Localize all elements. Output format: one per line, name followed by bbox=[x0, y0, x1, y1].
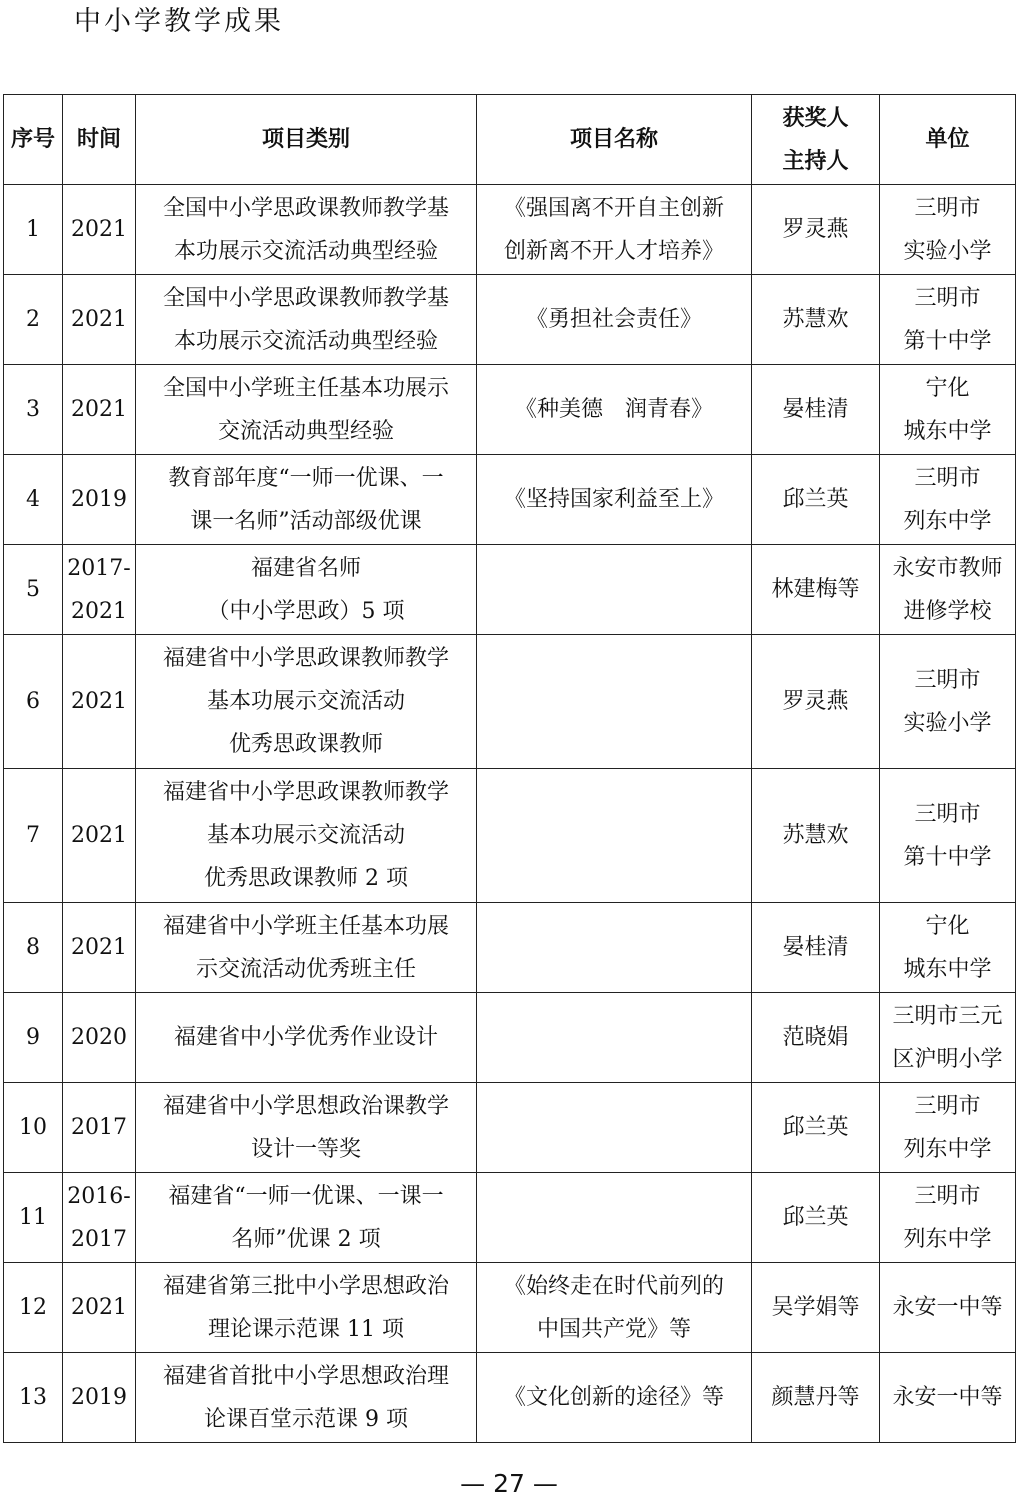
cell-name: 《勇担社会责任》 bbox=[477, 275, 752, 365]
cell-time: 2021 bbox=[63, 635, 136, 769]
header-person: 获奖人 主持人 bbox=[752, 95, 880, 185]
cell-unit: 永安市教师 进修学校 bbox=[880, 545, 1016, 635]
table-row bbox=[4, 365, 1016, 455]
cell-person: 苏慧欢 bbox=[752, 769, 880, 903]
cell-person: 邱兰英 bbox=[752, 1083, 880, 1173]
cell-name: 《文化创新的途径》等 bbox=[477, 1353, 752, 1443]
cell-no: 13 bbox=[4, 1353, 63, 1443]
cell-unit: 三明市 第十中学 bbox=[880, 275, 1016, 365]
cell-name: 《坚持国家利益至上》 bbox=[477, 455, 752, 545]
cell-time: 2021 bbox=[63, 365, 136, 455]
cell-category: 福建省“一师一优课、一课一 名师”优课 2 项 bbox=[136, 1173, 477, 1263]
cell-name bbox=[477, 769, 752, 903]
cell-unit: 三明市 实验小学 bbox=[880, 185, 1016, 275]
cell-name bbox=[477, 635, 752, 769]
header-time: 时间 bbox=[63, 95, 136, 185]
cell-no: 10 bbox=[4, 1083, 63, 1173]
cell-time: 2017 bbox=[63, 1083, 136, 1173]
table-header-row bbox=[4, 95, 1016, 185]
cell-unit: 三明市 实验小学 bbox=[880, 635, 1016, 769]
cell-name bbox=[477, 903, 752, 993]
cell-category: 全国中小学思政课教师教学基 本功展示交流活动典型经验 bbox=[136, 185, 477, 275]
cell-person: 罗灵燕 bbox=[752, 185, 880, 275]
header-name: 项目名称 bbox=[477, 95, 752, 185]
cell-category: 福建省中小学思政课教师教学 基本功展示交流活动 优秀思政课教师 bbox=[136, 635, 477, 769]
cell-category: 全国中小学班主任基本功展示 交流活动典型经验 bbox=[136, 365, 477, 455]
cell-category: 福建省中小学思想政治课教学 设计一等奖 bbox=[136, 1083, 477, 1173]
cell-person: 林建梅等 bbox=[752, 545, 880, 635]
cell-unit: 宁化 城东中学 bbox=[880, 903, 1016, 993]
cell-person: 吴学娟等 bbox=[752, 1263, 880, 1353]
cell-person: 邱兰英 bbox=[752, 1173, 880, 1263]
table-row bbox=[4, 903, 1016, 993]
cell-time: 2021 bbox=[63, 1263, 136, 1353]
cell-person: 晏桂清 bbox=[752, 365, 880, 455]
cell-unit: 宁化 城东中学 bbox=[880, 365, 1016, 455]
section-title: 中小学教学成果 bbox=[74, 6, 284, 37]
cell-category: 福建省名师 （中小学思政）5 项 bbox=[136, 545, 477, 635]
table-row bbox=[4, 1263, 1016, 1353]
cell-no: 12 bbox=[4, 1263, 63, 1353]
cell-time: 2021 bbox=[63, 275, 136, 365]
cell-category: 福建省中小学思政课教师教学 基本功展示交流活动 优秀思政课教师 2 项 bbox=[136, 769, 477, 903]
cell-person: 颜慧丹等 bbox=[752, 1353, 880, 1443]
cell-unit: 三明市 第十中学 bbox=[880, 769, 1016, 903]
cell-time: 2021 bbox=[63, 903, 136, 993]
cell-name: 《种美德 润青春》 bbox=[477, 365, 752, 455]
header-category: 项目类别 bbox=[136, 95, 477, 185]
table-row bbox=[4, 275, 1016, 365]
cell-no: 6 bbox=[4, 635, 63, 769]
cell-name: 《始终走在时代前列的 中国共产党》等 bbox=[477, 1263, 752, 1353]
cell-category: 福建省中小学优秀作业设计 bbox=[136, 993, 477, 1083]
cell-time: 2017- 2021 bbox=[63, 545, 136, 635]
cell-name bbox=[477, 1173, 752, 1263]
cell-person: 罗灵燕 bbox=[752, 635, 880, 769]
header-no: 序号 bbox=[4, 95, 63, 185]
cell-category: 全国中小学思政课教师教学基 本功展示交流活动典型经验 bbox=[136, 275, 477, 365]
cell-unit: 三明市 列东中学 bbox=[880, 1173, 1016, 1263]
cell-unit: 三明市 列东中学 bbox=[880, 1083, 1016, 1173]
cell-name bbox=[477, 993, 752, 1083]
cell-person: 苏慧欢 bbox=[752, 275, 880, 365]
achievements-table bbox=[3, 94, 1016, 1443]
table-row bbox=[4, 769, 1016, 903]
cell-unit: 永安一中等 bbox=[880, 1263, 1016, 1353]
cell-category: 福建省第三批中小学思想政治 理论课示范课 11 项 bbox=[136, 1263, 477, 1353]
table-row bbox=[4, 1083, 1016, 1173]
table-row bbox=[4, 185, 1016, 275]
cell-name bbox=[477, 1083, 752, 1173]
cell-name: 《强国离不开自主创新 创新离不开人才培养》 bbox=[477, 185, 752, 275]
table-row bbox=[4, 1173, 1016, 1263]
cell-time: 2019 bbox=[63, 455, 136, 545]
cell-category: 福建省首批中小学思想政治理 论课百堂示范课 9 项 bbox=[136, 1353, 477, 1443]
cell-time: 2021 bbox=[63, 769, 136, 903]
cell-name bbox=[477, 545, 752, 635]
cell-no: 8 bbox=[4, 903, 63, 993]
table-row bbox=[4, 993, 1016, 1083]
cell-time: 2019 bbox=[63, 1353, 136, 1443]
cell-no: 3 bbox=[4, 365, 63, 455]
cell-unit: 三明市 列东中学 bbox=[880, 455, 1016, 545]
cell-person: 范晓娟 bbox=[752, 993, 880, 1083]
table-row bbox=[4, 545, 1016, 635]
cell-time: 2020 bbox=[63, 993, 136, 1083]
cell-no: 11 bbox=[4, 1173, 63, 1263]
header-unit: 单位 bbox=[880, 95, 1016, 185]
page-number: — 27 — bbox=[460, 1469, 558, 1498]
cell-no: 2 bbox=[4, 275, 63, 365]
table-row bbox=[4, 455, 1016, 545]
cell-no: 4 bbox=[4, 455, 63, 545]
cell-no: 7 bbox=[4, 769, 63, 903]
cell-unit: 三明市三元 区沪明小学 bbox=[880, 993, 1016, 1083]
cell-no: 9 bbox=[4, 993, 63, 1083]
cell-unit: 永安一中等 bbox=[880, 1353, 1016, 1443]
cell-person: 邱兰英 bbox=[752, 455, 880, 545]
cell-person: 晏桂清 bbox=[752, 903, 880, 993]
cell-category: 福建省中小学班主任基本功展 示交流活动优秀班主任 bbox=[136, 903, 477, 993]
cell-category: 教育部年度“一师一优课、一 课一名师”活动部级优课 bbox=[136, 455, 477, 545]
cell-time: 2021 bbox=[63, 185, 136, 275]
cell-time: 2016- 2017 bbox=[63, 1173, 136, 1263]
cell-no: 1 bbox=[4, 185, 63, 275]
table-row bbox=[4, 1353, 1016, 1443]
table-row bbox=[4, 635, 1016, 769]
cell-no: 5 bbox=[4, 545, 63, 635]
